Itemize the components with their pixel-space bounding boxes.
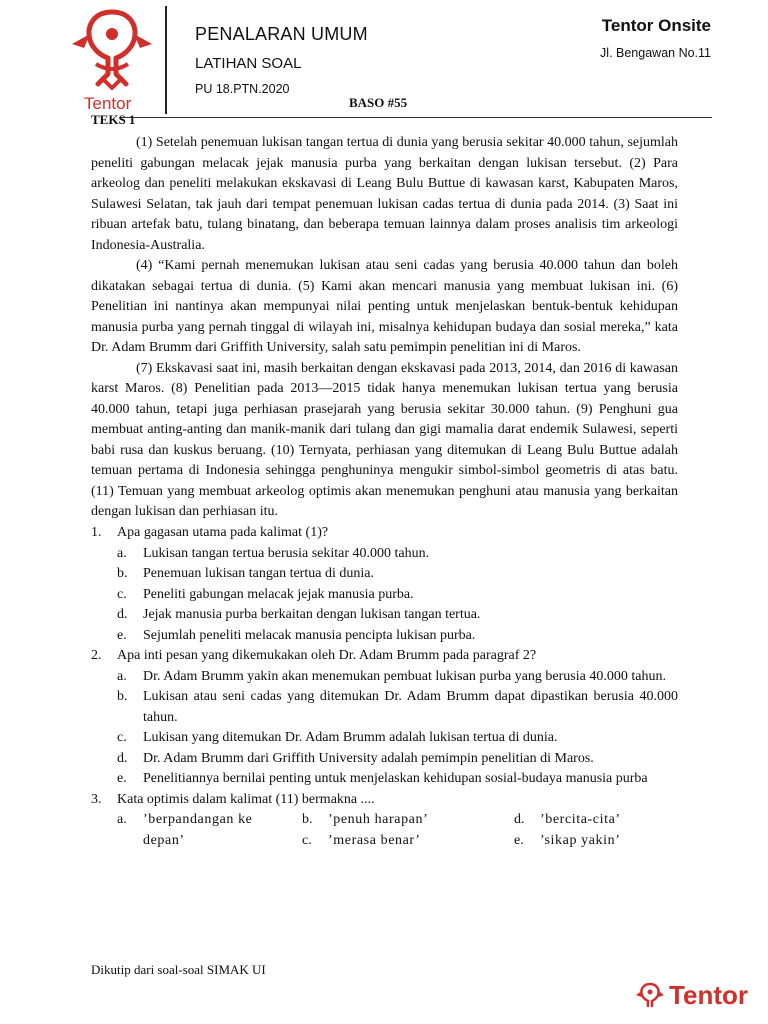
question-number: 1. [91, 525, 102, 540]
passage-paragraph: (7) Ekskavasi saat ini, masih berkaitan dengan ekskavasi pada 2013, 2014, dan 2016 di kawasan karst Maros. (8) Penelitian pada 2013—2015 tidak hanya menemukan lukisan tertua yang berusia 40.000 tahun, tetapi juga perhiasan prasejarah yang berusia sekitar 30.000 tahun. (9) Penghuni gua membuat anting-anting dan manik-manik dari tulang dan gigi mamalia darat endemik Sulawesi, seperti babi rusa dan kuskus beruang. (10) Ternyata, perhiasan yang ditemukan di Leang Bulu Buttue adalah temuan pertama di Indonesia sehingga penghuninya mengukir simbol-simbol geometris di atas batu. (11) Temuan yang membuat arkeolog optimis akan menemukan penghuni atau manusia yang berkaitan dengan lukisan dan perhiasan itu. [91, 360, 678, 519]
passage-paragraph: (4) “Kami pernah menemukan lukisan atau seni cadas yang berusia 40.000 tahun dan boleh dikatakan sebagai tertua di dunia. (5) Kami akan mencari manusia yang membuat lukisan ini. (6) Penelitian ini nantinya akan mempunyai nilai penting untuk menjelaskan bentuk-bentuk kehidupan manusia purba yang pernah tinggal di wilayah ini, misalnya kehidupan budaya dan sosial mereka,” kata Dr. Adam Brumm dari Griffith University, salah satu pemimpin penelitian ini di Maros. [91, 258, 678, 355]
option-text: Lukisan yang ditemukan Dr. Adam Brumm adalah lukisan tertua di dunia. [143, 730, 558, 745]
brand-name: Tentor Onsite [601, 16, 711, 35]
document-type: LATIHAN SOAL [195, 55, 302, 72]
option-d[interactable] [117, 605, 678, 626]
footer-wordmark: Tentor [669, 980, 748, 1010]
option-c[interactable] [117, 585, 678, 606]
section-title: TEKS 1 [91, 112, 136, 127]
option-a[interactable] [117, 544, 678, 565]
option-letter: d. [514, 812, 525, 827]
option-c[interactable] [117, 728, 678, 749]
question-2 [91, 646, 678, 667]
question-3-options [117, 810, 678, 851]
option-text: ’sikap yakin’ [540, 832, 621, 848]
option-text: Penemuan lukisan tangan tertua di dunia. [143, 566, 374, 581]
option-letter: e. [117, 627, 127, 643]
footer-logo-icon [635, 981, 665, 1011]
option-text: Penelitiannya bernilai penting untuk menjelaskan kehidupan sosial-budaya manusia purba [143, 771, 648, 786]
option-a[interactable] [117, 667, 678, 688]
header-divider [165, 6, 167, 114]
option-letter: b. [117, 566, 128, 581]
tentor-logo-icon [68, 4, 156, 96]
option-text: ’merasa benar’ [328, 832, 421, 848]
option-letter: d. [117, 750, 128, 766]
question-number: 2. [91, 648, 102, 663]
option-text: ’penuh harapan’ [328, 812, 429, 827]
option-letter: c. [302, 832, 312, 848]
option-text: Peneliti gabungan melacak jejak manusia purba. [143, 586, 414, 602]
option-text: ’bercita-cita’ [540, 812, 621, 827]
option-b[interactable] [117, 687, 678, 728]
reading-passage [91, 133, 678, 523]
source-note: Dikutip dari soal-soal SIMAK UI [91, 962, 266, 977]
option-a[interactable] [117, 810, 302, 851]
question-number: 3. [91, 791, 102, 807]
option-e[interactable] [514, 831, 652, 852]
option-text: Jejak manusia purba berkaitan dengan lukisan tangan tertua. [143, 607, 481, 622]
option-text: ’berpandangan ke depan’ [143, 812, 253, 848]
tentor-logo [62, 4, 162, 112]
option-c[interactable] [302, 831, 514, 852]
option-letter: c. [117, 586, 127, 602]
logo-wordmark: Tentor [84, 94, 132, 113]
option-letter: c. [117, 730, 127, 745]
question-text: Apa gagasan utama pada kalimat (1)? [117, 525, 329, 540]
set-label: BASO #55 [349, 95, 408, 110]
option-text: Dr. Adam Brumm dari Griffith University adalah pemimpin penelitian di Maros. [143, 750, 594, 766]
footer-logo [635, 980, 748, 1011]
option-e[interactable] [117, 626, 678, 647]
option-letter: a. [117, 545, 127, 561]
option-text: Dr. Adam Brumm yakin akan menemukan pembuat lukisan purba yang berusia 40.000 tahun. [143, 668, 666, 684]
option-text: Sejumlah peneliti melacak manusia pencipta lukisan purba. [143, 627, 476, 643]
option-text: Lukisan tangan tertua berusia sekitar 40.000 tahun. [143, 545, 430, 561]
passage-paragraph: (1) Setelah penemuan lukisan tangan tertua di dunia yang berusia sekitar 40.000 tahun, sejumlah peneliti gabungan melacak jejak manusia purba yang berkaitan dengan lukisan tersebut. (2) Para arkeolog dan peneliti melakukan ekskavasi di Leang Bulu Buttue di kawasan karst, Kabupaten Maros, Sulawesi Selatan, tak jauh dari tempat penemuan lukisan cadas tertua di dunia pada 2014. (3) Saat ini ribuan artefak batu, tulang binatang, dan beberapa temuan lainnya dalam proses analisis tim arkeologi Indonesia-Australia. [91, 135, 678, 253]
option-text: Lukisan atau seni cadas yang ditemukan Dr. Adam Brumm dapat dipastikan berusia 40.000 tahun. [143, 689, 678, 725]
question-2-options [91, 667, 678, 790]
question-list [91, 523, 678, 851]
option-d[interactable] [514, 810, 652, 831]
question-1 [91, 523, 678, 544]
document-code: PU 18.PTN.2020 [195, 82, 290, 96]
question-1-options [91, 544, 678, 647]
option-letter: b. [302, 812, 313, 827]
question-text: Kata optimis dalam kalimat (11) bermakna .... [117, 791, 375, 807]
option-letter: a. [117, 812, 127, 827]
brand-address: Jl. Bengawan No.11 [600, 46, 711, 60]
option-letter: b. [117, 689, 128, 704]
subject-title: PENALARAN UMUM [195, 24, 368, 44]
option-d[interactable] [117, 749, 678, 770]
option-letter: a. [117, 668, 127, 684]
option-letter: d. [117, 607, 128, 622]
question-3 [91, 790, 678, 811]
option-b[interactable] [117, 564, 678, 585]
option-b[interactable] [302, 810, 514, 831]
option-e[interactable] [117, 769, 678, 790]
header-rule [120, 117, 712, 118]
option-letter: e. [514, 832, 524, 848]
question-text: Apa inti pesan yang dikemukakan oleh Dr. Adam Brumm pada paragraf 2? [117, 648, 537, 663]
option-letter: e. [117, 771, 127, 786]
